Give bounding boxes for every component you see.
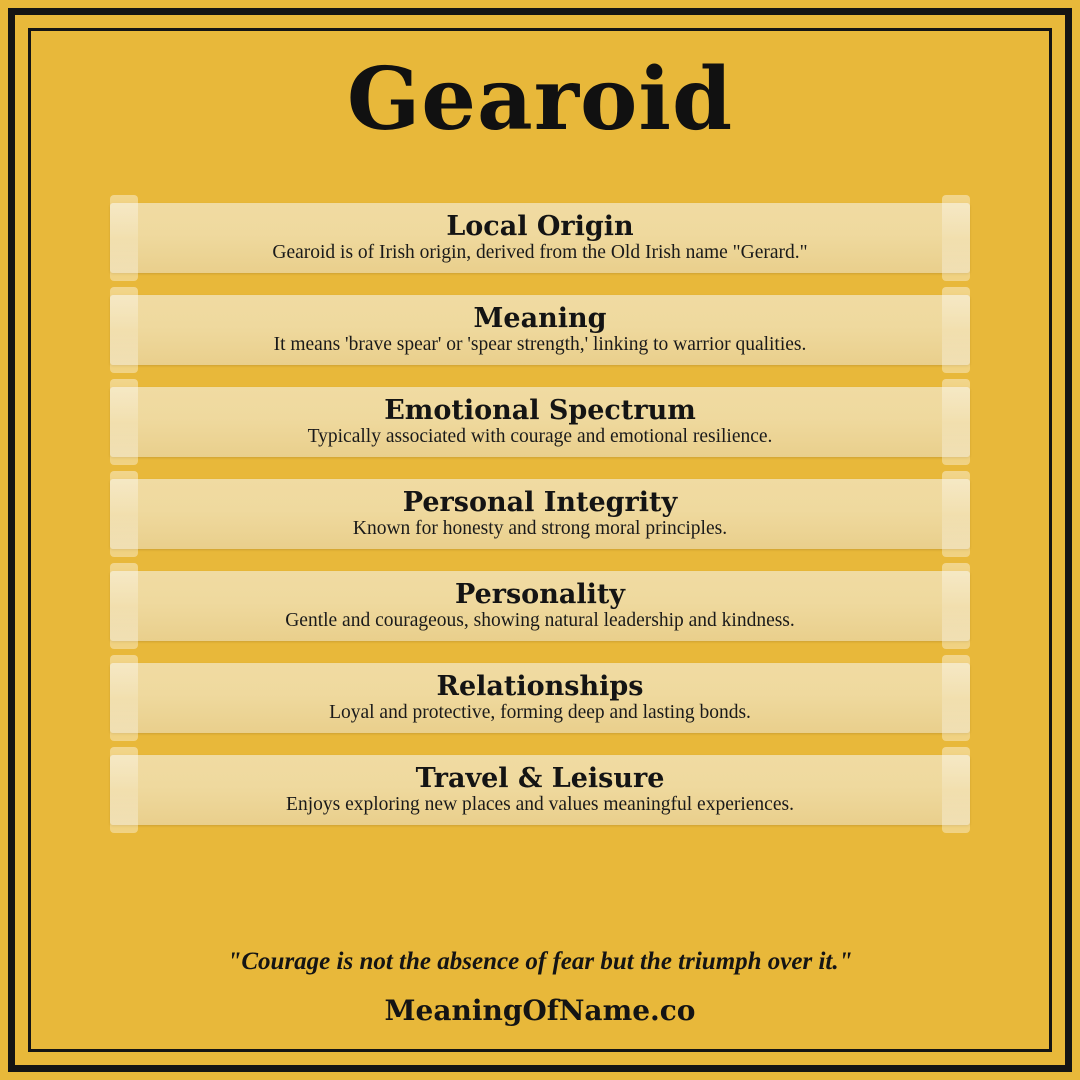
card-content: [31, 31, 1049, 1049]
section-title: Personality: [455, 578, 625, 610]
page-title: Gearoid: [346, 49, 734, 150]
section-description: It means 'brave spear' or 'spear strength,' linking to warrior qualities.: [273, 333, 807, 355]
section-title: Relationships: [436, 670, 644, 702]
brand-name: MeaningOfName.co: [384, 994, 696, 1027]
section-title: Meaning: [473, 302, 607, 334]
section-personality: [110, 563, 970, 649]
section-title: Emotional Spectrum: [384, 394, 696, 426]
section-title: Personal Integrity: [402, 486, 678, 518]
section-local-origin: [110, 195, 970, 281]
section-description: Gentle and courageous, showing natural leadership and kindness.: [285, 609, 795, 631]
section-meaning: [110, 287, 970, 373]
section-description: Enjoys exploring new places and values meaningful experiences.: [286, 793, 794, 815]
section-personal-integrity: [110, 471, 970, 557]
section-title: Travel & Leisure: [415, 762, 665, 794]
section-description: Known for honesty and strong moral principles.: [352, 517, 728, 539]
section-emotional-spectrum: [110, 379, 970, 465]
card-footer: [31, 948, 1049, 1049]
section-description: Typically associated with courage and emotional resilience.: [307, 425, 773, 447]
sections-list: [31, 195, 1049, 833]
section-relationships: [110, 655, 970, 741]
section-travel-leisure: [110, 747, 970, 833]
section-description: Gearoid is of Irish origin, derived from the Old Irish name "Gerard.": [272, 241, 808, 263]
quote-text: "Courage is not the absence of fear but the triumph over it.": [227, 948, 853, 975]
section-title: Local Origin: [446, 210, 634, 242]
section-description: Loyal and protective, forming deep and lasting bonds.: [329, 701, 751, 723]
